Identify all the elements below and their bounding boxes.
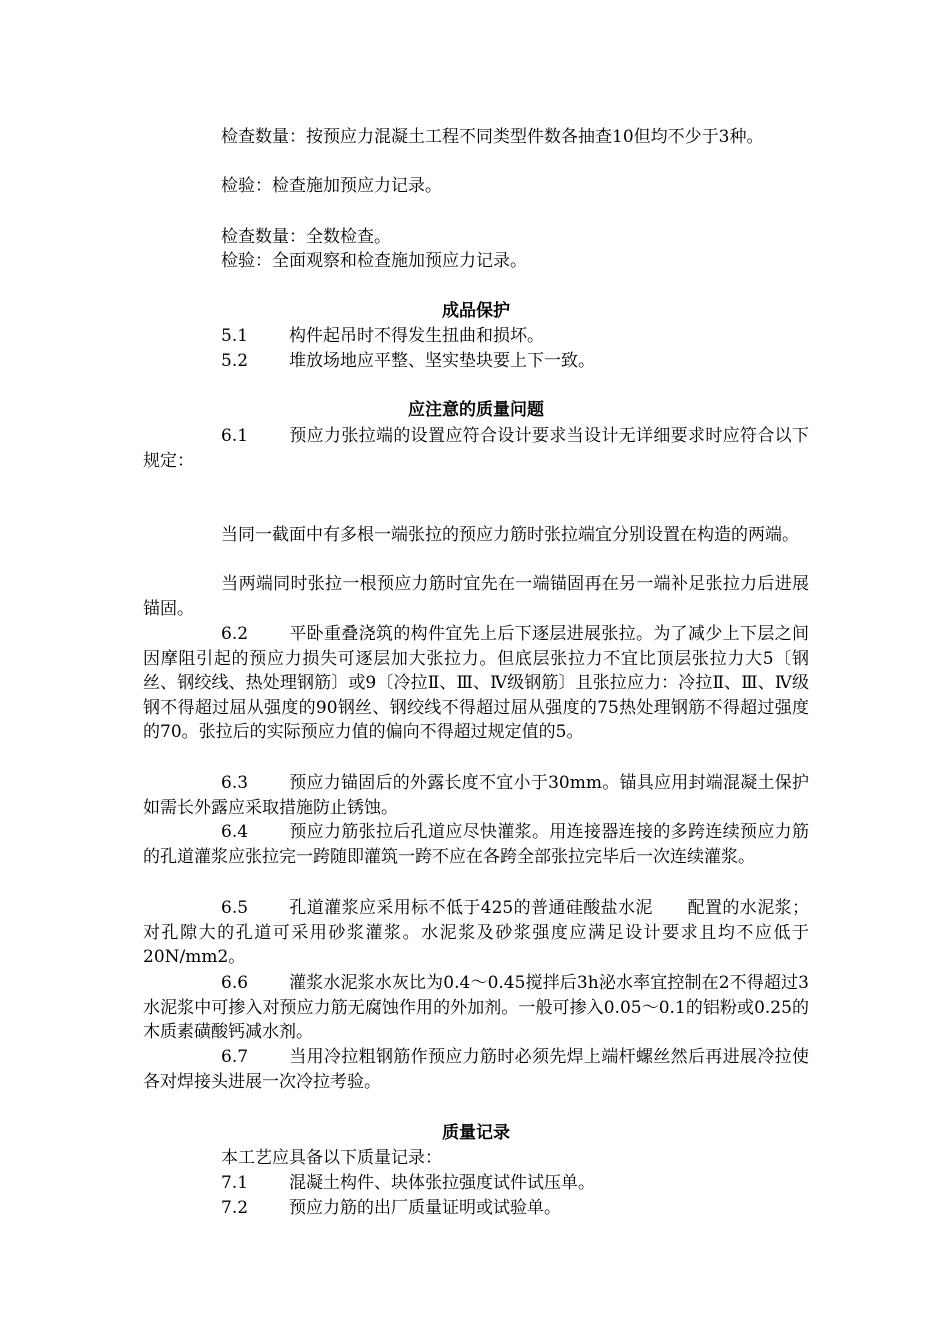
paragraph-inspection-quantity-full: 检查数量：全数检查。: [221, 227, 391, 247]
paragraph-inspection-observe: 检验：全面观察和检查施加预应力记录。: [221, 251, 527, 271]
section-heading-product-protection: 成品保护: [442, 301, 510, 321]
paragraph-inspection-method: 检验：检查施加预应力记录。: [221, 176, 442, 196]
list-item-7-2: 7.2 预应力筋的出厂质量证明或试验单。: [221, 1198, 561, 1218]
paragraph-inspection-quantity: 检查数量：按预应力混凝土工程不同类型件数各抽查10但均不少于3种。: [221, 127, 764, 147]
list-item-6-4: 6.4 预应力筋张拉后孔道应尽快灌浆。用连接器连接的多跨连续预应力筋的孔道灌浆应张拉完一跨随即灌筑一跨不应在各跨全部张拉完毕后一次连续灌浆。: [143, 822, 809, 867]
paragraph-tension-end-both: 当同一截面中有多根一端张拉的预应力筋时张拉端宜分别设置在构造的两端。: [221, 525, 799, 545]
list-item-6-7: 6.7 当用冷拉粗钢筋作预应力筋时必须先焊上端杆螺丝然后再进展冷拉使各对焊接头进展一次冷拉考验。: [143, 1047, 809, 1092]
list-item-6-3: 6.3 预应力锚固后的外露长度不宜小于30mm。锚具应用封端混凝土保护如需长外露应采取措施防止锈蚀。: [143, 773, 809, 818]
list-item-5-1: 5.1 构件起吊时不得发生扭曲和损坏。: [221, 326, 544, 346]
section-heading-quality-issues: 应注意的质量问题: [408, 400, 544, 420]
list-item-6-2: 6.2 平卧重叠浇筑的构件宜先上后下逐层进展张拉。为了减少上下层之间因摩阻引起的预应力损失可逐层加大张拉力。但底层张拉力不宜比顶层张拉力大5〔钢丝、钢绞线、热处理钢筋〕或9〔冷拉Ⅱ、Ⅲ、Ⅳ级钢筋〕且张拉应力：冷拉Ⅱ、Ⅲ、Ⅳ级钢不得超过屈从强度的90钢丝、钢绞线不得超过屈从强度的75热处理钢筋不得超过强度的70。张拉后的实际预应力值的偏向不得超过规定值的5。: [143, 624, 809, 742]
list-item-7-1: 7.1 混凝土构件、块体张拉强度试件试压单。: [221, 1173, 595, 1193]
list-item-6-6: 6.6 灌浆水泥浆水灰比为0.4～0.45搅拌后3h泌水率宜控制在2不得超过3水泥浆中可掺入对预应力筋无腐蚀作用的外加剂。一般可掺入0.05～0.1的铝粉或0.25的木质素磺酸钙减水剂。: [143, 973, 809, 1042]
list-item-6-1: 6.1 预应力张拉端的设置应符合设计要求当设计无详细要求时应符合以下规定：: [143, 426, 809, 471]
paragraph-tension-two-ends: 当两端同时张拉一根预应力筋时宜先在一端锚固再在另一端补足张拉力后进展锚固。: [143, 574, 809, 619]
paragraph-records-intro: 本工艺应具备以下质量记录：: [221, 1148, 442, 1168]
list-item-6-5: 6.5 孔道灌浆应采用标不低于425的普通硅酸盐水泥 配置的水泥浆；对孔隙大的孔道可采用砂浆灌浆。水泥浆及砂浆强度应满足设计要求且均不应低于20N/mm2。: [143, 898, 809, 967]
section-heading-quality-records: 质量记录: [442, 1123, 510, 1143]
list-item-5-2: 5.2 堆放场地应平整、坚实垫块要上下一致。: [221, 351, 595, 371]
